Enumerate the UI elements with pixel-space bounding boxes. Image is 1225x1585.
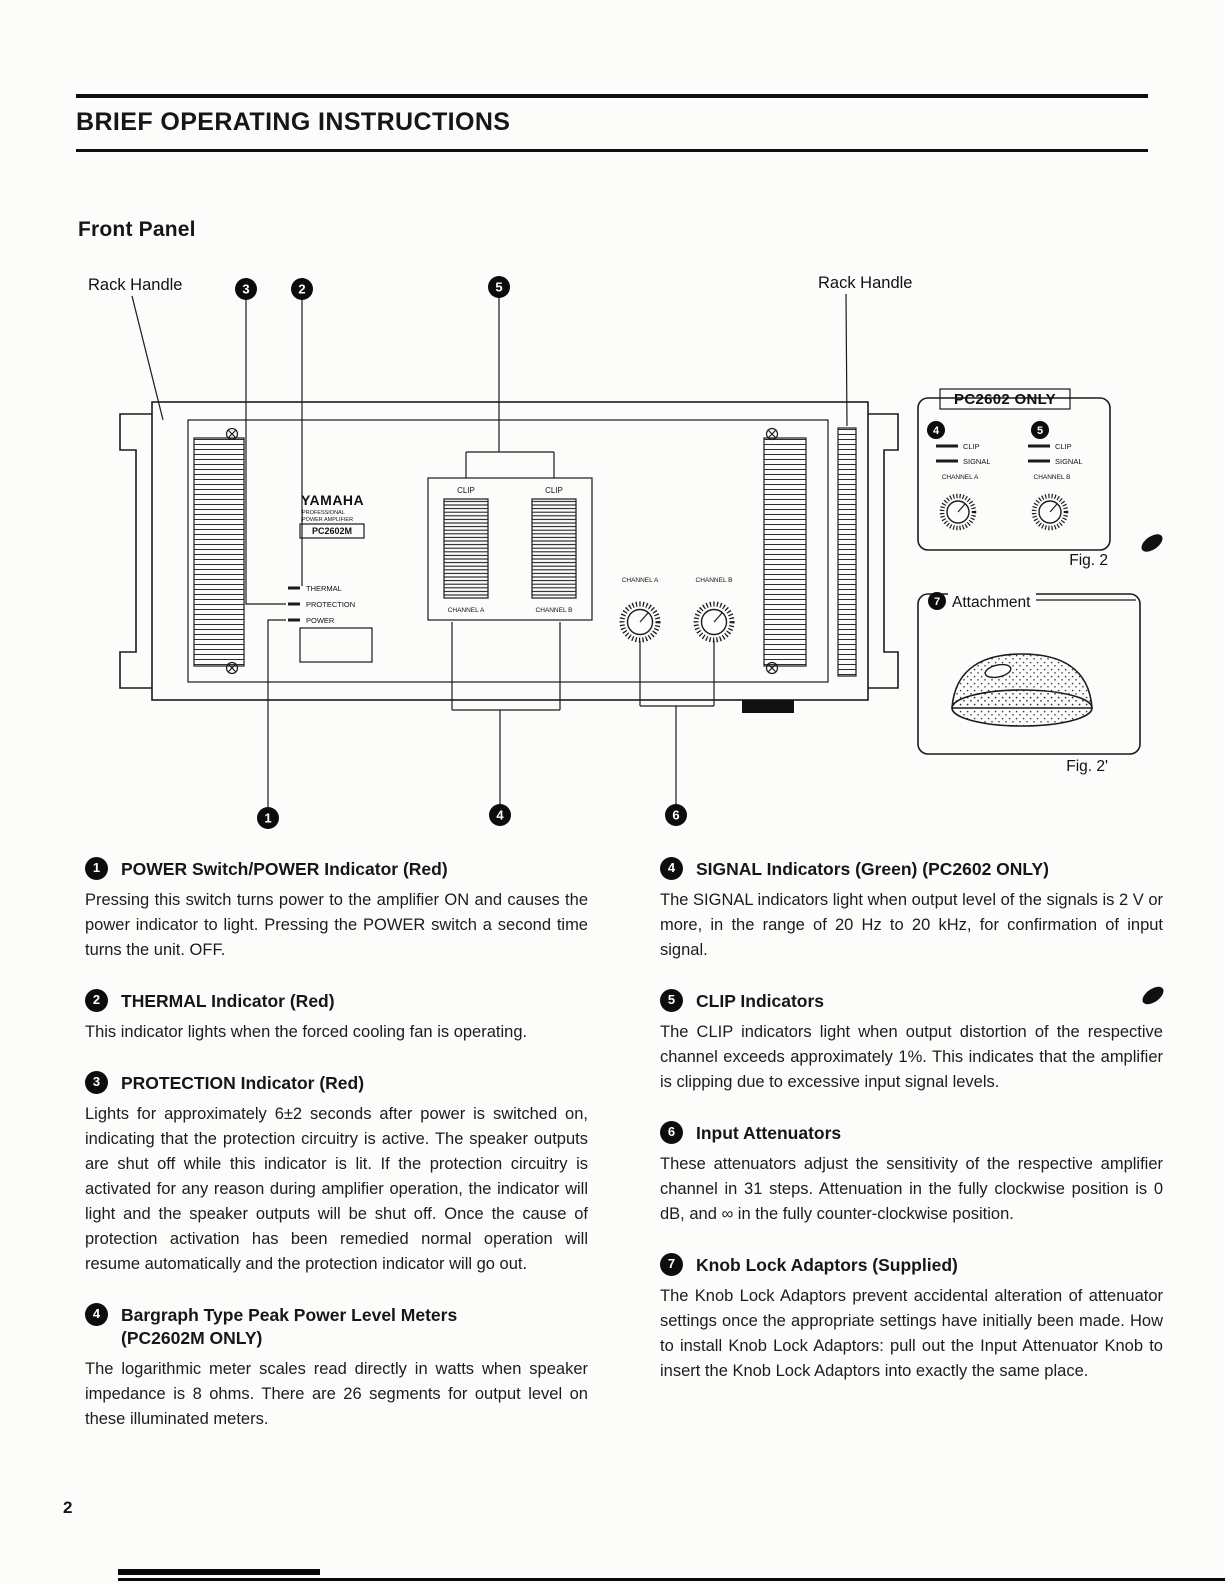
scan-artifact — [1138, 531, 1165, 555]
section-title: Bargraph Type Peak Power Level Meters — [121, 1305, 458, 1326]
fig2-signal-label-a: SIGNAL — [963, 457, 991, 466]
input-attenuator-knob-b — [696, 577, 733, 640]
section-number-badge: 2 — [85, 989, 108, 1012]
fig2-channel-b — [1028, 442, 1083, 528]
svg-text:PC2602M: PC2602M — [311, 526, 353, 536]
svg-text:1: 1 — [264, 810, 272, 826]
front-panel-diagram — [0, 262, 1225, 842]
callout-marker-6 — [640, 641, 714, 826]
fig2-title: PC2602 ONLY — [954, 391, 1056, 408]
section-title: Knob Lock Adaptors (Supplied) — [696, 1254, 958, 1275]
svg-text:POWER AMPLIFIER: POWER AMPLIFIER — [302, 517, 354, 523]
section-number-badge: 6 — [660, 1121, 683, 1144]
svg-text:3: 3 — [242, 281, 250, 297]
section-number-badge: 4 — [660, 857, 683, 880]
power-switch — [300, 628, 372, 662]
section-knob-lock-adaptors — [660, 1254, 1163, 1384]
amplifier-chassis — [120, 402, 898, 713]
svg-text:4: 4 — [496, 807, 504, 823]
section-number-badge: 5 — [660, 989, 683, 1012]
meter-channel-a-label: CHANNEL A — [447, 607, 485, 614]
section-body: This indicator lights when the forced cooling fan is operating. — [85, 1022, 528, 1041]
callout-marker-2 — [291, 278, 313, 586]
page-title: BRIEF OPERATING INSTRUCTIONS — [76, 108, 511, 136]
peak-power-meters — [428, 478, 592, 620]
front-panel-heading: Front Panel — [78, 218, 196, 241]
svg-text:7: 7 — [933, 596, 941, 608]
svg-text:YAMAHA: YAMAHA — [301, 492, 365, 508]
section-number-badge: 3 — [85, 1071, 108, 1094]
section-title: THERMAL Indicator (Red) — [121, 990, 335, 1011]
left-rack-ear — [120, 414, 152, 688]
section-title: PROTECTION Indicator (Red) — [121, 1072, 365, 1093]
section-body: The logarithmic meter scales read directly in watts when speaker impedance is 8 ohms. There are 26 segments for output level on these illuminated meters. — [85, 1359, 588, 1428]
page-number: 2 — [63, 1498, 73, 1517]
fig2-channel-a — [936, 442, 991, 528]
indicator-labels — [288, 584, 355, 625]
rack-handle-right-label: Rack Handle — [818, 274, 913, 292]
section-number-badge: 4 — [85, 1303, 108, 1326]
callout-marker-5 — [466, 276, 554, 478]
brand-badge — [300, 492, 364, 538]
fig2b-caption: Fig. 2' — [1066, 758, 1108, 775]
meter-channel-b-label: CHANNEL B — [535, 607, 573, 614]
section-body: These attenuators adjust the sensitivity of the respective amplifier channel in 31 steps. Attenuation in the fully clockwise position is 0 dB, and ∞ in the fully counter-clockwise position. — [660, 1154, 1163, 1223]
fig2-clip-label-b: CLIP — [1055, 442, 1072, 451]
fig2-signal-label-b: SIGNAL — [1055, 457, 1083, 466]
bargraph-meter-a — [444, 499, 488, 598]
section-body: The CLIP indicators light when output distortion of the respective channel exceeds approximately 1%. This indicates that the amplifier is clipping due to excessive input signal levels. — [660, 1022, 1163, 1091]
right-vent-grille — [764, 438, 806, 666]
svg-text:2: 2 — [298, 281, 306, 297]
left-vent-grille — [194, 438, 244, 666]
scan-edge-bar — [118, 1569, 320, 1575]
section-clip-indicators — [660, 990, 1163, 1095]
meter-clip-label-b: CLIP — [545, 486, 563, 495]
section-title: POWER Switch/POWER Indicator (Red) — [121, 859, 448, 879]
svg-text:5: 5 — [1036, 425, 1044, 437]
fig2-inset — [918, 389, 1110, 569]
section-power-switch — [85, 858, 588, 963]
rack-handle-right-leader — [846, 294, 847, 426]
attachment-inset — [918, 592, 1140, 775]
knob-lock-adaptor-drawing — [952, 654, 1092, 726]
section-number-badge: 7 — [660, 1253, 683, 1276]
svg-text:CHANNEL B: CHANNEL B — [695, 577, 733, 584]
section-body: Lights for approximately 6±2 seconds after power is switched on, indicating that the protection circuitry is active. The speaker outputs are shut off while this indicator is lit. If the protection circuitry is activated for any reason during amplifier operation, the indicator will light and the speaker outputs will be shut off. Once the cause of protection activation has been remedied normal operation will resume automatically and the protection indicator will go out. — [85, 1104, 588, 1274]
chassis-foot — [742, 700, 794, 713]
fig2-channel-b-label: CHANNEL B — [1033, 474, 1071, 481]
section-title: CLIP Indicators — [696, 990, 825, 1011]
description-columns — [85, 858, 1163, 1459]
thermal-indicator-label: THERMAL — [306, 584, 342, 593]
fig2-channel-a-label: CHANNEL A — [941, 474, 979, 481]
svg-text:CHANNEL A: CHANNEL A — [621, 577, 659, 584]
attachment-label: Attachment — [952, 594, 1031, 611]
fig2-caption: Fig. 2 — [1069, 552, 1108, 569]
section-title: Input Attenuators — [696, 1122, 842, 1143]
section-thermal-indicator — [85, 990, 588, 1045]
input-attenuator-knob-a — [622, 577, 659, 640]
rack-handle-left-label: Rack Handle — [88, 276, 183, 294]
fig2-clip-label-a: CLIP — [963, 442, 980, 451]
section-title: SIGNAL Indicators (Green) (PC2602 ONLY) — [696, 859, 1050, 879]
left-column — [85, 858, 588, 1459]
section-peak-power-meters — [85, 1304, 588, 1432]
callout-marker-1 — [257, 620, 286, 829]
svg-text:6: 6 — [672, 807, 680, 823]
callout-marker-4 — [452, 622, 560, 826]
protection-indicator-label: PROTECTION — [306, 600, 356, 609]
scan-edge-bar — [118, 1578, 1225, 1581]
svg-text:4: 4 — [932, 425, 940, 437]
right-rack-ear — [868, 414, 898, 688]
right-column — [660, 858, 1163, 1459]
right-handle-bar — [838, 428, 856, 676]
bargraph-meter-b — [532, 499, 576, 598]
section-signal-indicators — [660, 858, 1163, 963]
svg-text:PROFESSIONAL: PROFESSIONAL — [302, 510, 345, 516]
section-title-line2: (PC2602M ONLY) — [121, 1327, 263, 1348]
section-number-badge: 1 — [85, 857, 108, 880]
section-input-attenuators — [660, 1122, 1163, 1227]
svg-text:5: 5 — [495, 279, 503, 295]
power-indicator-label: POWER — [306, 616, 335, 625]
section-body: The Knob Lock Adaptors prevent accidental alteration of attenuator settings once the appropriate settings have initially been made. How to install Knob Lock Adaptors: pull out the Input Attenuator Knob to insert the Knob Lock Adaptors into exactly the same place. — [660, 1286, 1163, 1380]
meter-clip-label-a: CLIP — [457, 486, 475, 495]
section-body: Pressing this switch turns power to the amplifier ON and causes the power indicator to light. Pressing the POWER switch a second time turns the unit. OFF. — [85, 890, 588, 959]
top-rule — [76, 94, 1148, 98]
section-protection-indicator — [85, 1072, 588, 1277]
title-underline-rule — [76, 149, 1148, 152]
section-body: The SIGNAL indicators light when output level of the signals is 2 V or more, in the range of 20 Hz to 20 kHz, for confirmation of input signal. — [660, 890, 1163, 959]
